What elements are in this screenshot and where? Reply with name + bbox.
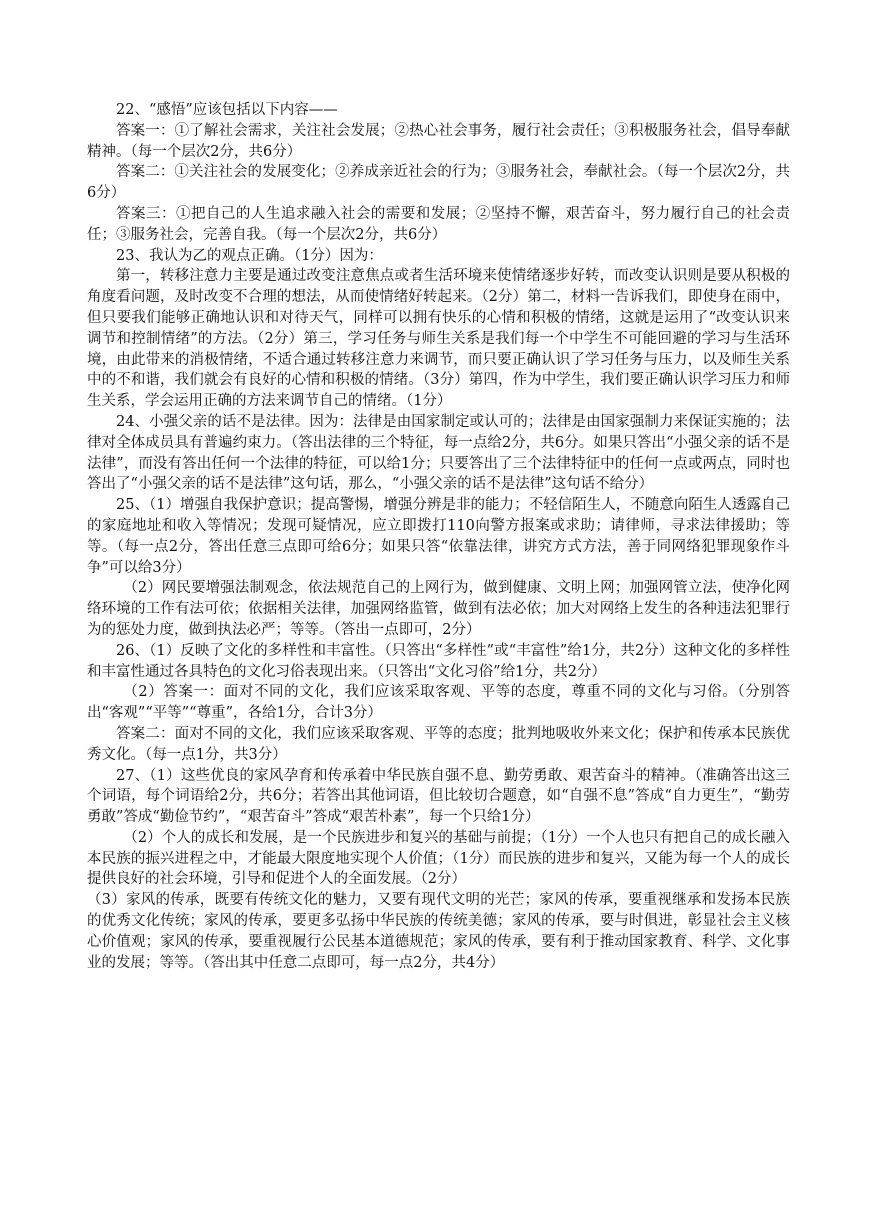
q26-part-2-answer-2: 答案二：面对不同的文化，我们应该采取客观、平等的态度；批判地吸收外来文化；保护和传承本民族优秀文化。（每一点1分，共3分） bbox=[87, 725, 790, 763]
q25-part-1: 25、（1）增强自我保护意识；提高警惕，增强分辨是非的能力；不轻信陌生人，不随意向陌生人透露自己的家庭地址和收入等情况；发现可疑情况，应立即拨打110向警方报案或求助；请律师，寻求法律援助；等等。（每一点2分，答出任意三点即可给6分；如果只答“依靠法律，讲究方式方法，善于同网络犯罪现象作斗争”可以给3分） bbox=[87, 497, 790, 576]
q22-heading: 22、“感悟”应该包括以下内容—— bbox=[116, 102, 338, 118]
q25-part-2: （2）网民要增强法制观念，依法规范自己的上网行为，做到健康、文明上网；加强网管立法，使净化网络环境的工作有法可依；依据相关法律，加强网络监管，做到有法必依；加大对网络上发生的各种违法犯罪行为的惩处力度，做到执法必严；等等。（答出一点即可，2分） bbox=[87, 580, 790, 638]
answer-document bbox=[87, 100, 790, 973]
q26-part-2-answer-1: （2）答案一：面对不同的文化，我们应该采取客观、平等的态度，尊重不同的文化与习俗。（分别答出“客观”“平等”“尊重”，各给1分，合计3分） bbox=[87, 684, 790, 722]
q27-part-2: （2）个人的成长和发展，是一个民族进步和复兴的基础与前提；（1分）一个人也只有把自己的成长融入本民族的振兴进程之中，才能最大限度地实现个人价值；（1分）而民族的进步和复兴，又能为每一个人的成长提供良好的社会环境，引导和促进个人的全面发展。（2分） bbox=[87, 829, 790, 888]
q22-answer-2: 答案二：①关注社会的发展变化；②养成亲近社会的行为；③服务社会，奉献社会。（每一个层次2分，共6分） bbox=[87, 164, 790, 202]
q24-body: 24、小强父亲的话不是法律。因为：法律是由国家制定或认可的；法律是由国家强制力来保证实施的；法律对全体成员具有普遍约束力。（答出法律的三个特征，每一点给2分，共6分。如果只答出“小强父亲的话不是法律”，而没有答出任何一个法律的特征，可以给1分；只要答出了三个法律特征中的任何一点或两点，同时也答出了“小强父亲的话不是法律”这句话，那么，“小强父亲的话不是法律”这句话不给分） bbox=[87, 413, 790, 493]
q27-part-1: 27、（1）这些优良的家风孕育和传承着中华民族自强不息、勤劳勇敢、艰苦奋斗的精神。（准确答出这三个词语，每个词语给2分，共6分；若答出其他词语，但比较切合题意，如“自强不息”答成“自力更生”，“勤劳勇敢”答成“勤俭节约”，“艰苦奋斗”答成“艰苦朴素”，每一个只给1分） bbox=[87, 767, 790, 826]
q22-answer-3: 答案三：①把自己的人生追求融入社会的需要和发展；②坚持不懈，艰苦奋斗，努力履行自己的社会责任；③服务社会，完善自我。（每一个层次2分，共6分） bbox=[87, 205, 790, 243]
q22-answer-1: 答案一：①了解社会需求，关注社会发展；②热心社会事务，履行社会责任；③积极服务社会，倡导奉献精神。（每一个层次2分，共6分） bbox=[87, 122, 790, 160]
q23-body: 第一，转移注意力主要是通过改变注意焦点或者生活环境来使情绪逐步好转，而改变认识则是要从积极的角度看问题，及时改变不合理的想法，从而使情绪好转起来。（2分）第二，材料一告诉我们，即使身在雨中，但只要我们能够正确地认识和对待天气，同样可以拥有快乐的心情和积极的情绪，这就是运用了“改变认识来调节和控制情绪”的方法。（2分）第三，学习任务与师生关系是我们每一个中学生不可能回避的学习与生活环境，由此带来的消极情绪，不适合通过转移注意力来调节，而只要正确认识了学习任务与压力，以及师生关系中的不和谐，我们就会有良好的心情和积极的情绪。（3分）第四，作为中学生，我们要正确认识学习压力和师生关系，学会运用正确的方法来调节自己的情绪。（1分） bbox=[87, 268, 790, 410]
q27-part-3: （3）家风的传承，既要有传统文化的魅力，又要有现代文明的光芒；家风的传承，要重视继承和发扬本民族的优秀文化传统；家风的传承，要更多弘扬中华民族的传统美德；家风的传承，要与时俱进，彰显社会主义核心价值观；家风的传承，要重视履行公民基本道德规范；家风的传承，要有利于推动国家教育、科学、文化事业的发展；等等。（答出其中任意二点即可，每一点2分，共4分） bbox=[87, 892, 790, 971]
q23-heading: 23、我认为乙的观点正确。（1分）因为： bbox=[116, 247, 383, 264]
q26-part-1: 26、（1）反映了文化的多样性和丰富性。（只答出“多样性”或“丰富性”给1分，共2分）这种文化的多样性和丰富性通过各具特色的文化习俗表现出来。（只答出“文化习俗”给1分，共2分） bbox=[87, 642, 790, 680]
